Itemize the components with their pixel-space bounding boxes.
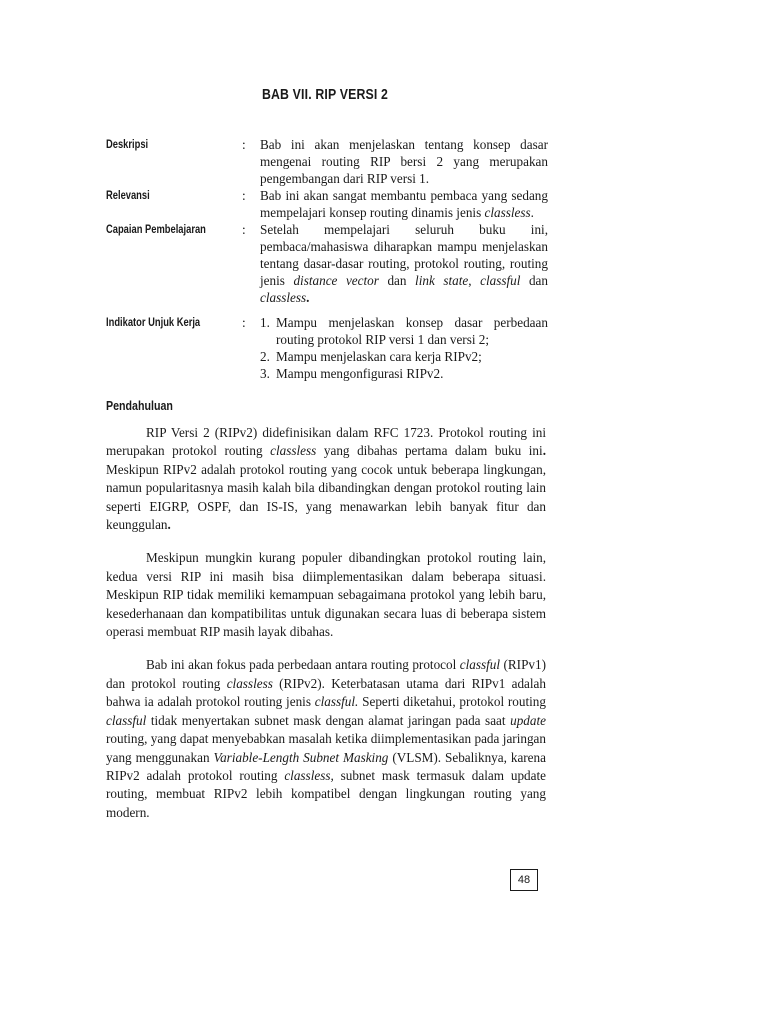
meta-row-deskripsi bbox=[106, 136, 548, 187]
text-run: Bab ini akan fokus pada perbedaan antara routing protocol bbox=[146, 657, 460, 673]
meta-italic-term: classless bbox=[484, 205, 531, 220]
meta-colon: : bbox=[242, 315, 246, 330]
text-run: yang dibahas pertama dalam buku ini bbox=[316, 443, 543, 459]
chapter-meta-table bbox=[106, 136, 548, 382]
text-run: . bbox=[167, 517, 171, 533]
meta-italic-term: link state bbox=[415, 273, 469, 288]
text-run: . bbox=[542, 443, 546, 459]
list-number: 3. bbox=[260, 366, 270, 381]
italic-term: update bbox=[510, 712, 546, 728]
meta-label-deskripsi: Deskripsi bbox=[106, 137, 149, 151]
italic-term: classful bbox=[459, 657, 501, 673]
list-text: Mampu menjelaskan konsep dasar perbedaan routing protokol RIP versi 1 dan versi 2; bbox=[276, 315, 548, 347]
meta-value-capaian bbox=[260, 221, 548, 306]
meta-text: , bbox=[468, 273, 481, 288]
list-number: 2. bbox=[260, 349, 270, 364]
text-run: Seperti diketahui, protokol routing bbox=[358, 694, 546, 710]
italic-term: classless bbox=[226, 675, 273, 691]
text-run: (VLSM). Sebaliknya, karena RIPv2 adalah protokol routing bbox=[106, 749, 546, 783]
meta-text: dan bbox=[378, 273, 416, 288]
paragraph-2: Meskipun mungkin kurang populer dibandingkan protokol routing lain, kedua versi RIP ini masih bisa diimplementasikan dalam beberapa situasi. Meskipun RIP tidak memiliki kemampuan sebagaimana protokol yang lebih baru, kesederhanaan dan kompatibilitas untuk digunakan secara luas di beberapa sistem operasi membuat RIP masih layak dibahas. bbox=[106, 550, 546, 640]
text-run: subnet mask termasuk dalam update routing, membuat RIPv2 lebih kompatibel dengan lingkungan routing yang modern. bbox=[106, 767, 546, 820]
meta-value-deskripsi bbox=[260, 136, 548, 187]
list-text: Mampu menjelaskan cara kerja RIPv2; bbox=[276, 349, 482, 364]
italic-term: classless bbox=[270, 443, 317, 459]
list-text: Mampu mengonfigurasi RIPv2. bbox=[276, 366, 444, 381]
meta-row-capaian bbox=[106, 221, 548, 306]
italic-term: classless, bbox=[284, 767, 334, 783]
italic-term: classful bbox=[106, 712, 147, 728]
italic-term: Variable-Length Subnet Masking bbox=[213, 749, 389, 765]
meta-colon: : bbox=[242, 188, 246, 203]
meta-colon: : bbox=[242, 222, 246, 237]
meta-italic-term: distance vector bbox=[293, 273, 379, 288]
meta-row-indikator bbox=[106, 314, 548, 382]
chapter-title: BAB VII. RIP VERSI 2 bbox=[261, 86, 389, 103]
list-item bbox=[260, 314, 548, 348]
meta-label-relevansi: Relevansi bbox=[106, 188, 150, 202]
section-heading: Pendahuluan bbox=[106, 398, 173, 413]
meta-text: Setelah mempelajari seluruh buku ini, pembaca/mahasiswa diharapkan mampu menjelaskan tentang dasar-dasar routing, protokol routing, routing jenis bbox=[260, 222, 548, 288]
meta-value-relevansi bbox=[260, 187, 548, 221]
text-run: Meskipun RIPv2 adalah protokol routing yang cocok untuk beberapa lingkungan, namun popularitasnya masih kalah bila dibandingkan dengan protokol routing lain seperti EIGRP, OSPF, dan IS-IS, yang menawarkan lebih banyak fitur dan keunggulan bbox=[106, 461, 546, 533]
italic-term: classful. bbox=[314, 694, 359, 710]
text-run: RIP Versi 2 (RIPv2) didefinisikan dalam RFC 1723. Protokol routing ini merupakan protokol routing bbox=[106, 425, 546, 459]
text-run: (RIPv1) dan protokol routing bbox=[106, 657, 546, 691]
meta-text: dan bbox=[520, 273, 549, 288]
paragraph-1 bbox=[106, 424, 546, 534]
list-item bbox=[260, 365, 548, 382]
page-number: 48 bbox=[510, 869, 538, 891]
meta-text: Bab ini akan sangat membantu pembaca yang sedang mempelajari konsep routing dinamis jenis bbox=[260, 188, 548, 220]
meta-text: . bbox=[530, 205, 534, 220]
meta-text: . bbox=[306, 290, 310, 305]
meta-label-indikator: Indikator Unjuk Kerja bbox=[106, 315, 201, 329]
meta-row-relevansi bbox=[106, 187, 548, 221]
meta-label-capaian: Capaian Pembelajaran bbox=[106, 222, 206, 236]
text-run: (RIPv2). Keterbatasan utama dari RIPv1 adalah bahwa ia adalah protokol routing jenis bbox=[106, 675, 547, 710]
meta-italic-term: classless bbox=[260, 290, 307, 305]
list-number: 1. bbox=[260, 315, 270, 330]
paragraph-3 bbox=[106, 656, 546, 822]
meta-italic-term: classful bbox=[480, 273, 521, 288]
meta-value-indikator bbox=[260, 314, 548, 382]
text-run: tidak menyertakan subnet mask dengan alamat jaringan pada saat bbox=[146, 712, 511, 728]
body-text bbox=[106, 424, 546, 837]
text-run: routing, yang dapat menyebabkan masalah ketika diimplementasikan pada jaringan yang menggunakan bbox=[106, 731, 546, 765]
list-item bbox=[260, 348, 548, 365]
meta-text-deskripsi: Bab ini akan menjelaskan tentang konsep dasar mengenai routing RIP bersi 2 yang merupakan pengembangan dari RIP versi 1. bbox=[260, 137, 548, 186]
meta-colon: : bbox=[242, 137, 246, 152]
